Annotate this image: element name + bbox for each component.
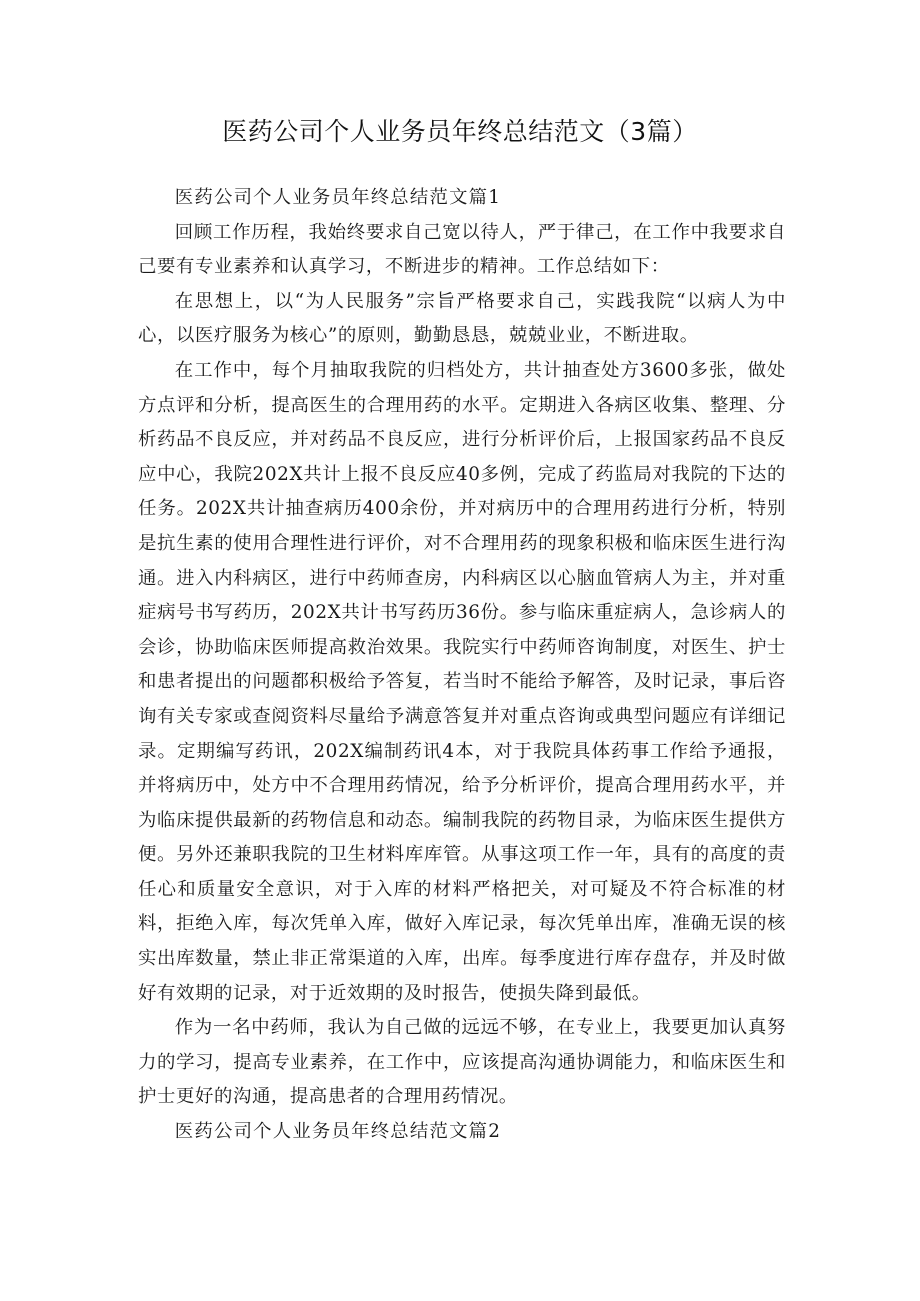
document-title: 医药公司个人业务员年终总结范文（3篇）: [222, 117, 698, 146]
document-body: [138, 181, 786, 1150]
section-heading-2: 医药公司个人业务员年终总结范文篇2: [174, 1121, 502, 1143]
section-heading-1: 医药公司个人业务员年终总结范文篇1: [174, 187, 502, 208]
paragraph-reflection: 作为一名中药师，我认为自己做的远远不够，在专业上，我要更加认真努力的学习，提高专业素养，在工作中，应该提高沟通协调能力，和临床医生和护士更好的沟通，提高患者的合理用药情况。: [138, 1017, 786, 1108]
paragraph-work: 在工作中，每个月抽取我院的归档处方，共计抽查处方3600多张，做处方点评和分析，提高医生的合理用药的水平。定期进入各病区收集、整理、分析药品不良反应，并对药品不良反应，进行分析评价后，上报国家药品不良反应中心，我院202X共计上报不良反应40多例，完成了药监局对我院的下达的任务。202X共计抽查病历400余份，并对病历中的合理用药进行分析，特别是抗生素的使用合理性进行评价，对不合理用药的现象积极和临床医生进行沟通。进入内科病区，进行中药师查房，内科病区以心脑血管病人为主，并对重症病号书写药历，202X共计书写药历36份。参与临床重症病人，急诊病人的会诊，协助临床医师提高救治效果。我院实行中药师咨询制度，对医生、护士和患者提出的问题都积极给予答复，若当时不能给予解答，及时记录，事后咨询有关专家或查阅资料尽量给予满意答复并对重点咨询或典型问题应有详细记录。定期编写药讯，202X编制药讯4本，对于我院具体药事工作给予通报，并将病历中，处方中不合理用药情况，给予分析评价，提高合理用药水平，并为临床提供最新的药物信息和动态。编制我院的药物目录，为临床医生提供方便。另外还兼职我院的卫生材料库库管。从事这项工作一年，具有的高度的责任心和质量安全意识，对于入库的材料严格把关，对可疑及不符合标准的材料，拒绝入库，每次凭单入库，做好入库记录，每次凭单出库，准确无误的核实出库数量，禁止非正常渠道的入库，出库。每季度进行库存盘存，并及时做好有效期的记录，对于近效期的及时报告，使损失降到最低。: [138, 359, 786, 1004]
paragraph-intro: 回顾工作历程，我始终要求自己宽以待人，严于律己，在工作中我要求自己要有专业素养和认真学习，不断进步的精神。工作总结如下：: [138, 221, 786, 278]
paragraph-thinking: 在思想上，以“为人民服务”宗旨严格要求自己，实践我院“以病人为中心，以医疗服务为核心”的原则，勤勤恳恳，兢兢业业，不断进取。: [138, 290, 786, 347]
